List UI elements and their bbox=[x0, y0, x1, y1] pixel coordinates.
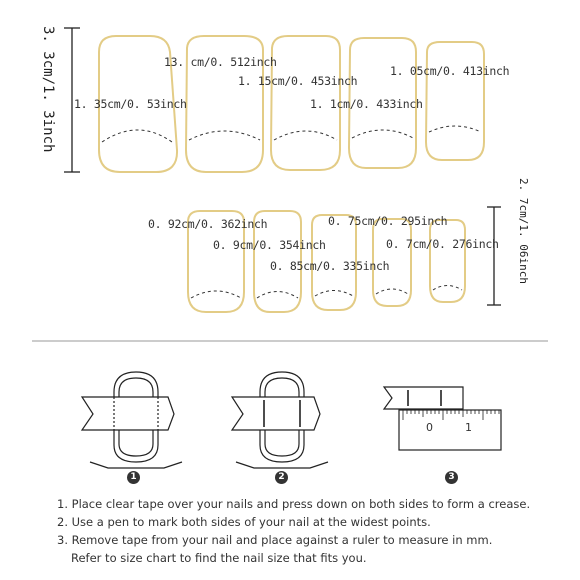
large-nail-1-cuticle bbox=[102, 130, 172, 142]
large-nail-4-cuticle bbox=[352, 130, 413, 138]
small-nail-1-cuticle bbox=[191, 291, 241, 298]
large-nail-1-width: 1. 35cm/0. 53inch bbox=[74, 97, 187, 111]
small-nail-5-cuticle bbox=[433, 286, 462, 291]
instruction-3: 3. Remove tape from your nail and place against a ruler to measure in mm. bbox=[57, 533, 493, 547]
instruction-4: Refer to size chart to find the nail size that fits you. bbox=[71, 551, 367, 565]
small-nail-3-cuticle bbox=[315, 291, 353, 297]
large-nail-2-cuticle bbox=[189, 131, 260, 140]
large-height-label: 3. 3cm/1. 3inch bbox=[40, 26, 56, 153]
small-nail-3-width: 0. 85cm/0. 335inch bbox=[270, 259, 390, 273]
step-1-badge: 1 bbox=[127, 471, 140, 484]
small-nail-2-width: 0. 9cm/0. 354inch bbox=[213, 238, 326, 252]
large-nail-5-width: 1. 05cm/0. 413inch bbox=[390, 64, 510, 78]
large-nail-3-cuticle bbox=[274, 131, 337, 140]
small-nail-4-cuticle bbox=[376, 289, 408, 294]
small-height-bracket bbox=[487, 207, 501, 305]
step-2-badge: 2 bbox=[275, 471, 288, 484]
large-nail-4-width: 1. 1cm/0. 433inch bbox=[310, 97, 423, 111]
ruler-tick-0: 0 bbox=[426, 421, 433, 434]
ruler-tick-1: 1 bbox=[465, 421, 472, 434]
small-nail-1-width: 0. 92cm/0. 362inch bbox=[148, 217, 268, 231]
large-nail-2-width: 13. cm/0. 512inch bbox=[164, 55, 277, 69]
small-height-label: 2. 7cm/1. 06inch bbox=[517, 178, 530, 284]
small-nail-5-width: 0. 7cm/0. 276inch bbox=[386, 237, 499, 251]
small-nail-2-cuticle bbox=[257, 292, 298, 299]
instruction-2: 2. Use a pen to mark both sides of your nail at the widest points. bbox=[57, 515, 431, 529]
large-nail-5 bbox=[426, 42, 484, 160]
step-3-illustration bbox=[384, 387, 501, 450]
large-nail-3-width: 1. 15cm/0. 453inch bbox=[238, 74, 358, 88]
ruler bbox=[399, 410, 501, 450]
small-nail-5 bbox=[430, 220, 465, 302]
step-3-badge: 3 bbox=[445, 471, 458, 484]
small-nail-4-width: 0. 75cm/0. 295inch bbox=[328, 214, 448, 228]
step-2-illustration bbox=[232, 372, 328, 468]
instruction-1: 1. Place clear tape over your nails and press down on both sides to form a crease. bbox=[57, 497, 531, 511]
step-1-illustration bbox=[82, 372, 182, 468]
large-nail-5-cuticle bbox=[429, 126, 481, 132]
